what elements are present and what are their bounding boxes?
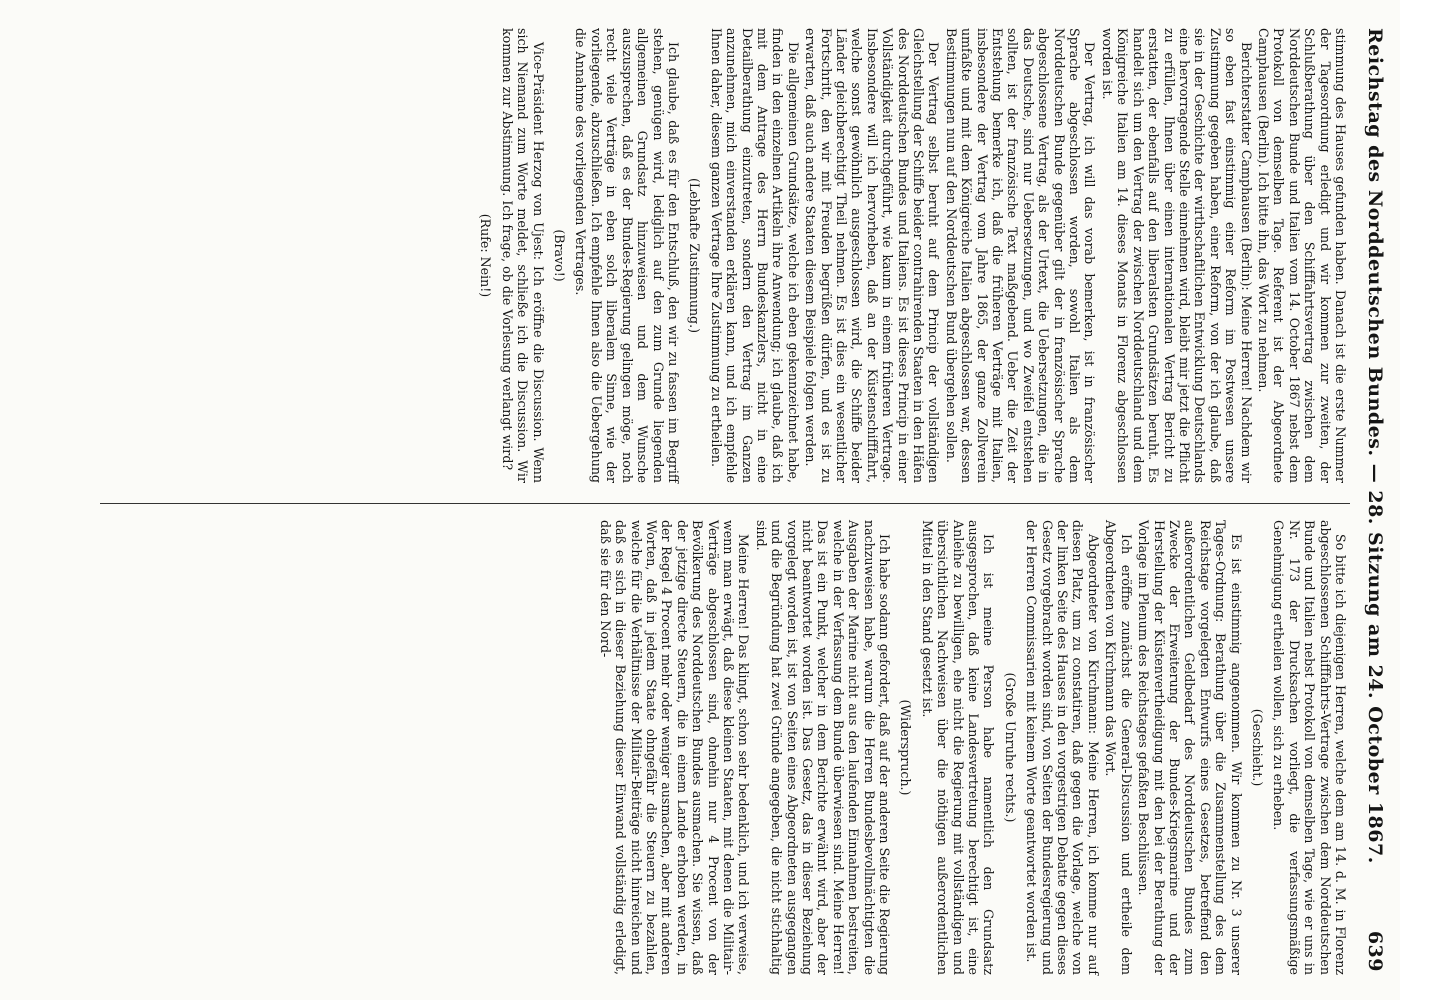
paragraph: Ich glaube, daß es für den Entschluß, den wir zu fassen im Begriff stehen, genügen wird, lediglich auf den zum Grunde liegenden allgemeinen Grundsatz hinzuweisen und dem Wunsche auszusprechen, daß es der Bundes-Regierung gelingen möge, noch recht viele Verträge in eben solch liberalem Sinne, wie der vorliegende, abzuschließen. Ich empfehle Ihnen also die Uebergehung die Annahme des vorliegenden Vertrages.: [573, 28, 681, 483]
column-divider: [100, 503, 1350, 504]
page-header: [1356, 28, 1386, 972]
page-number: 639: [1364, 930, 1386, 972]
paragraph: Berichterstatter Camphausen (Berlin): Meine Herren! Nachdem wir so eben fast einstimmig einer Reform im Postwesen unsere Zustimmung gegeben haben, einer Reform, von der ich glaube, daß sie in der Geschichte der wirthschaftlichen Entwicklung Deutschlands eine hervorragende Stelle einnehmen wird, bleibt mir jetzt die Pflicht zu erfüllen, Ihnen über einen internationalen Vertrag Bericht zu erstatten, der ebenfalls auf den liberalsten Grundsätzen beruht. Es handelt sich um den Vertrag der zwischen Norddeutschland und dem Königreiche Italien am 14. dieses Monats in Florenz abgeschlossen worden ist.: [1099, 28, 1254, 483]
paragraph: Es ist einstimmig angenommen. Wir kommen zu Nr. 3 unserer Tages-Ordnung: Berathung über die Zusammenstellung des dem Reichstage vorgelegten Entwurfs eines Gesetzes, betreffend den außerordentlichen Geldbedarf des Norddeutschen Bundes zum Zwecke der Erweiterung der Bundes-Kriegsmarine und der Herstellung der Küstenvertheidigung mit den bei der Berathung der Vorlage im Plenum des Reichstages gefaßten Beschlüssen.: [1136, 520, 1244, 975]
stage-direction: (Geschieht.): [1249, 708, 1265, 787]
stage-direction: (Bravo!): [552, 229, 568, 282]
paragraph: So bitte ich diejenigen Herren, welche dem am 14. d. M. in Florenz abgeschlossenen Schifffahrts-Vertrage zwischen dem Norddeutschen Bunde und Italien nebst Protokoll von demselben Tage, wie er uns in Nr. 173 der Drucksachen vorliegt, die verfassungsmäßige Genehmigung ertheilen wollen, sich zu erheben.: [1271, 520, 1348, 975]
paragraph: Meine Herren! Das klingt, schon sehr bedenklich, und ich verweise, wenn man erwägt, daß diese kleinen Staaten, mit denen die Militair-Verträge abgeschlossen sind, ohnehin nur 4 Procent von der Bevölkerung des Norddeutschen Bundes ausmachen. Sie wissen, daß der jetzige directe Steuern, die in einem Lande erhoben werden, in der Regel 4 Procent mehr oder weniger ausmachen, aber mit anderen Worten, daß in jedem Staate ohngefähr die Steuern zu bezahlen, welche für die Verhältnisse der Militair-Beiträge nicht hinreichen und daß es sich in dieser Beziehung dieser Einwand vollständig erledigt, daß sie für den Nord-: [597, 520, 752, 975]
paragraph: Abgeordneter von Kirchmann: Meine Herren, ich komme nur auf diesen Platz, um zu constatiren, daß gegen die Vorlage, welche von der linken Seite des Hauses in den vorgestrigen Debatte gegen dieses Gesetz vorgebracht worden sind, von Seiten der Bundesregierung und der Herren Commissarien mit keinem Worte geantwortet worden ist.: [1024, 520, 1101, 975]
running-title: Reichstag des Norddeutschen Bundes. — 28. Sitzung am 24. October 1867.: [1364, 28, 1386, 864]
paragraph: Ich eröffne zunächst die General-Discussion und ertheile dem Abgeordneten von Kirchmann das Wort.: [1103, 520, 1134, 975]
paragraph: Der Vertrag selbst beruht auf dem Princip der vollständigen Gleichstellung der Schiffe beider contrahirenden Staaten in den Häfen des Norddeutschen Bundes und Italiens. Es ist dieses Princip in einer Vollständigkeit durchgeführt, wie kaum in einem früheren Vertrage. Insbesondere will ich hervorheben, daß an der Küstenschifffahrt, welche sonst gewöhnlich ausgeschlossen wird, die Schiffe beider Länder gleichberechtigt Theil nehmen. Es ist dies ein wesentlicher Fortschritt, den wir mit Freuden begrüßen dürfen, und es ist zu erwarten, daß auch andere Staaten diesem Beispiele folgen werden.: [803, 28, 942, 483]
stage-direction: (Große Unruhe rechts.): [1002, 672, 1018, 823]
stage-direction: (Widerspruch.): [898, 699, 914, 796]
paragraph: Vice-Präsident Herzog von Ujest: Ich eröffne die Discussion. Wenn sich Niemand zum Worte meldet, schließe ich die Discussion. Wir kommen zur Abstimmung. Ich frage, ob die Vorlesung verlangt wird?: [499, 28, 546, 483]
paragraph: Ich habe sodann gefordert, daß auf der anderen Seite die Regierung nachzuweisen habe, warum die Herren Bundesbevollmächtigten die Ausgaben der Marine nicht aus den laufenden Einnahmen bestreiten, welche in der Verfassung dem Bunde überwiesen sind. Meine Herren! Das ist ein Punkt, welcher in dem Berichte erwähnt wird, aber der nicht beantwortet worden ist. Das Gesetz, das in dieser Beziehung vorgelegt worden ist, ist von Seiten eines Abgeordneten ausgegangen und die Begründung hat zwei Gründe angegeben, die nicht stichhaltig sind.: [753, 520, 893, 975]
paragraph: Ich ist meine Person habe namentlich den Grundsatz ausgesprochen, daß keine Landesvertretung berechtigt ist, eine Anleihe zu bewilligen, ehe nicht die Regierung mit vollständigen und übersichtlichen Nachweisen über die nöthigen außerordentlichen Mittel in den Stand gesetzt ist.: [919, 520, 997, 975]
stage-direction: (Lebhafte Zustimmung.): [687, 177, 703, 334]
stage-direction: (Rufe: Nein!): [478, 213, 494, 298]
left-column: [472, 28, 1348, 483]
right-column: [595, 520, 1348, 975]
paragraph: Der Vertrag, ich will das vorab bemerken, ist in französischer Sprache abgeschlossen worden, sowohl Italien als dem Norddeutschen Bunde gegenüber gilt der in französischer Sprache abgeschlossene Vertrag, als der Urtext, die Uebersetzungen, die in das Deutsche, sind nur Uebersetzungen, und wo Zweifel entstehen sollten, ist der französische Text maßgebend. Ueber die Zeit der Entstehung bemerke ich, daß die früheren Verträge mit Italien, insbesondere der Vertrag vom Jahre 1865, der ganze Zollverein umfaßte und mit dem Königreiche Italien abgeschlossen war, dessen Bestimmungen nun auf den Norddeutschen Bund übergehen sollen.: [943, 28, 1098, 483]
paragraph: Die allgemeinen Grundsätze, welche ich eben gekennzeichnet habe, finden in den einzelnen Artikeln ihre Anwendung; ich glaube, daß ich mit dem Antrage des Herrn Bundeskanzlers, nicht in eine Detailberathung einzutreten, sondern den Vertrag im Ganzen anzunehmen, mich einverstanden erklären kann, und ich empfehle Ihnen daher, diesem ganzen Vertrage Ihre Zustimmung zu ertheilen.: [708, 28, 801, 483]
paragraph: stimmung des Hauses gefunden haben. Danach ist die erste Nummer der Tagesordnung erledigt und wir kommen zur zweiten, der Schlußberathung über den Schifffahrtsvertrag zwischen dem Norddeutschen Bunde und Italien vom 14. October 1867 nebst dem Protokoll von demselben Tage. Referent ist der Abgeordnete Camphausen (Berlin). Ich bitte ihn, das Wort zu nehmen.: [1255, 28, 1348, 483]
